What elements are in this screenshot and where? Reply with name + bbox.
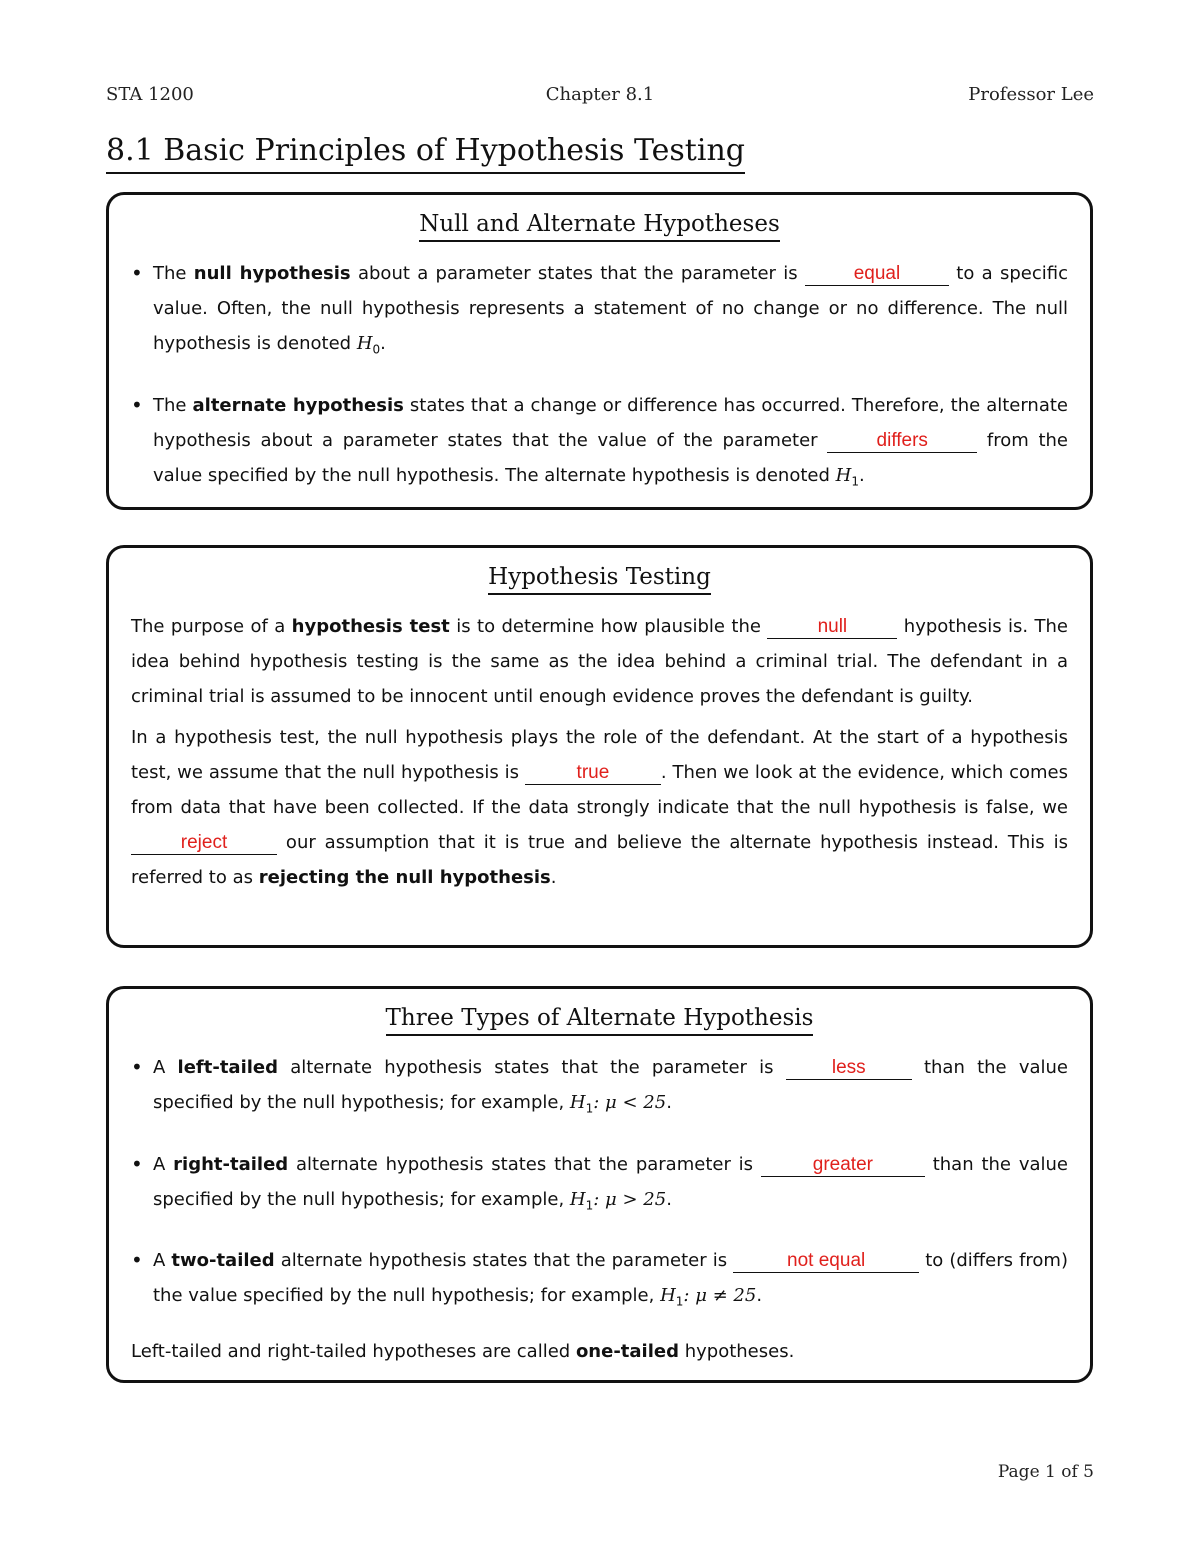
fill-blank: true — [525, 762, 661, 785]
fill-blank: less — [786, 1057, 912, 1080]
alternate-types-box — [106, 986, 1093, 1383]
list-item: • A two-tailed alternate hypothesis states that the parameter is not equal to (differs from) the value specified by the null hypothesis; for example, $H_1$: μ ≠ 25. — [131, 1243, 1068, 1320]
paragraph: In a hypothesis test, the null hypothesis plays the role of the defendant. At the start of a hypothesis test, we assume that the null hypothesis is true . Then we look at the evidence, which comes from data that have been collected. If the data strongly indicate that the null hypothesis is false, we reject our assumption that it is true and believe the alternate hypothesis instead. This is referred to as rejecting the null hypothesis. — [131, 727, 1068, 888]
fill-blank: not equal — [733, 1250, 919, 1273]
fill-blank: equal — [805, 263, 949, 286]
hypothesis-testing-box — [106, 545, 1093, 948]
paragraph: Left-tailed and right-tailed hypotheses are called one-tailed hypotheses. — [131, 1340, 795, 1362]
box-title: Three Types of Alternate Hypothesis — [386, 1003, 814, 1036]
list-item: • A left-tailed alternate hypothesis states that the parameter is less than the value specified by the null hypothesis; for example, $H_1$: μ < 25. — [131, 1050, 1068, 1127]
fill-blank: greater — [761, 1154, 925, 1177]
null-alternate-box — [106, 192, 1093, 510]
paragraph: The purpose of a hypothesis test is to determine how plausible the null hypothesis is. The idea behind hypothesis testing is the same as the idea behind a criminal trial. The defendant in a criminal trial is assumed to be innocent until enough evidence proves the defendant is guilty. — [131, 616, 1068, 707]
fill-blank: null — [767, 616, 897, 639]
header-instructor: Professor Lee — [968, 84, 1094, 105]
box-title: Hypothesis Testing — [488, 562, 711, 595]
header-chapter: Chapter 8.1 — [545, 84, 655, 105]
list-item: • The null hypothesis about a parameter states that the parameter is equal to a specific value. Often, the null hypothesis represents a statement of no change or no difference. The null hypothesis is denoted $H_0$. — [131, 256, 1068, 368]
fill-blank: differs — [827, 430, 977, 453]
page-number: Page 1 of 5 — [997, 1462, 1094, 1482]
fill-blank: reject — [131, 832, 277, 855]
list-item: • The alternate hypothesis states that a change or difference has occurred. Therefore, the alternate hypothesis about a parameter states that the value of the parameter differs from the value specified by the null hypothesis. The alternate hypothesis is denoted $H_1$. — [131, 388, 1068, 500]
header-course: STA 1200 — [106, 84, 194, 105]
page-title: 8.1 Basic Principles of Hypothesis Testing — [106, 132, 745, 174]
list-item: • A right-tailed alternate hypothesis states that the parameter is greater than the value specified by the null hypothesis; for example, $H_1$: μ > 25. — [131, 1147, 1068, 1224]
box-title: Null and Alternate Hypotheses — [419, 209, 780, 242]
